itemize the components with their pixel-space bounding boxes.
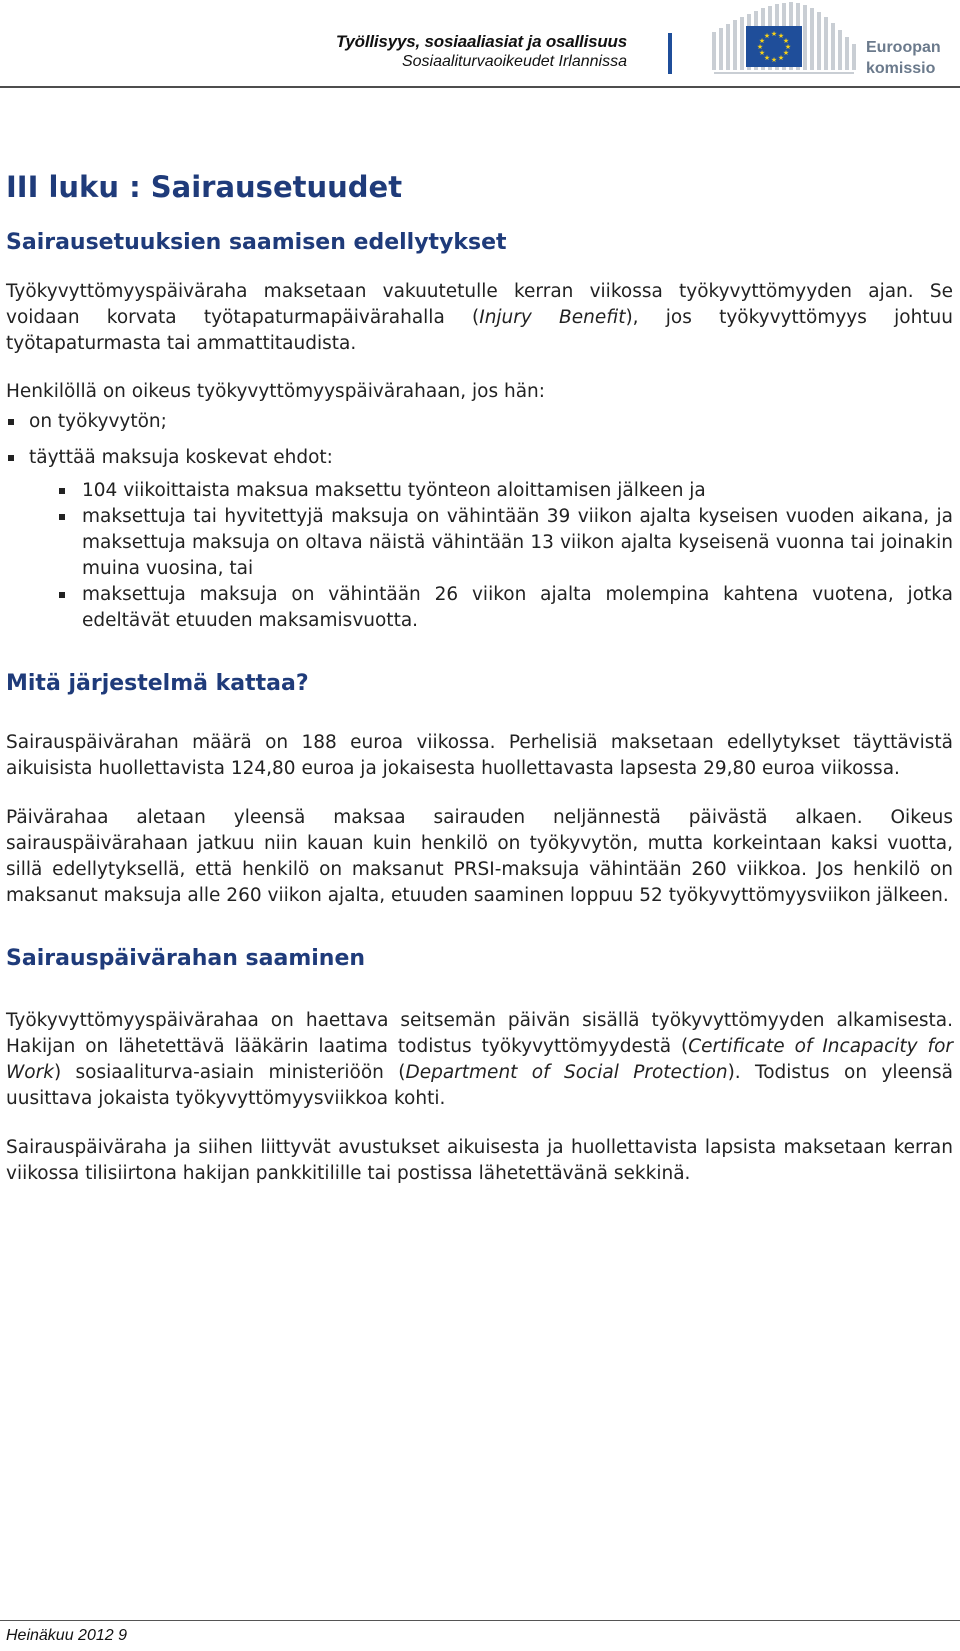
paragraph-benefit-amount: Sairauspäivärahan määrä on 188 euroa viikossa. Perhelisiä maksetaan edellytykset täyttävistä aikuisista huollettavista 124,80 euroa ja jokaisesta huollettavasta lapsesta 29,80 euroa viikossa.	[6, 732, 953, 779]
svg-text:★: ★	[756, 43, 764, 51]
list-item: maksettuja maksuja on vähintään 26 viikon ajalta molempina kahtena vuotena, jotka edeltävät etuuden maksamisvuotta.	[6, 582, 953, 634]
header-rule	[0, 86, 960, 88]
svg-text:★: ★	[784, 43, 792, 51]
svg-text:★: ★	[770, 30, 778, 38]
svg-text:★: ★	[763, 32, 771, 40]
page-header	[0, 0, 960, 88]
svg-text:★: ★	[770, 56, 778, 64]
list-item: 104 viikoittaista maksua maksettu työnteon aloittamisen jälkeen ja	[6, 478, 953, 504]
svg-text:★: ★	[758, 37, 766, 45]
term-injury-benefit: Injury Benefit	[479, 307, 626, 328]
logo-wordmark	[866, 37, 941, 79]
footer-rule	[0, 1620, 960, 1621]
section-heading-coverage: Mitä järjestelmä kattaa?	[6, 671, 309, 696]
page-number: 9	[118, 1627, 127, 1644]
svg-text:★: ★	[758, 49, 766, 57]
page-footer	[6, 1627, 127, 1645]
document-body	[6, 166, 953, 1187]
svg-text:★: ★	[782, 49, 790, 57]
entitlement-list	[6, 409, 953, 471]
header-subtitle: Sosiaaliturvaoikeudet Irlannissa	[401, 53, 627, 70]
term-department: Department of Social Protection	[405, 1062, 728, 1083]
footer-date: Heinäkuu 2012	[6, 1627, 114, 1644]
list-item: on työkyvytön;	[6, 409, 953, 435]
svg-text:★: ★	[777, 32, 785, 40]
paragraph-benefit-duration: Päivärahaa aletaan yleensä maksaa sairauden neljännestä päivästä alkaen. Oikeus sairauspäivärahaan jatkuu niin kauan kuin henkilö on työkyvytön, mutta korkeintaan kaksi vuotta, sillä edellytyksellä, että henkilö on maksanut PRSI-maksuja vähintään 260 viikkoa. Jos henkilö on maksanut maksuja alle 260 viikon ajalta, etuuden saaminen loppuu 52 työkyvyttömyysviikon jälkeen.	[6, 807, 953, 906]
section-heading-claiming: Sairauspäivärahan saaminen	[6, 946, 366, 971]
list-item: maksettuja tai hyvitettyjä maksuja on vähintään 39 viikon ajalta kyseisen vuoden aikana, ja maksettuja maksuja on oltava näistä vähintään 13 viikon ajalta kyseisenä vuonna tai joinakin muina vuosina, tai	[6, 504, 953, 582]
section-heading-conditions: Sairausetuuksien saamisen edellytykset	[6, 230, 507, 255]
paragraph-conditions-intro: Työkyvyttömyyspäiväraha maksetaan vakuutetulle kerran viikossa työkyvyttömyyden ajan. Se voidaan korvata työtapaturmapäivärahalla (Injury Benefit), jos työkyvyttömyys johtuu työtapaturmasta tai ammattitaudista.	[6, 281, 954, 354]
svg-text:★: ★	[763, 54, 771, 62]
logo-line-1: Euroopan	[866, 39, 941, 56]
term-certificate: Certificate of Incapacity for Work	[6, 1036, 953, 1083]
header-divider	[668, 33, 672, 74]
paragraph-payment: Sairauspäiväraha ja siihen liittyvät avustukset aikuisesta ja huollettavista lapsista maksetaan kerran viikossa tilisiirtona hakijan pankkitilille tai postissa lähetettävänä sekkinä.	[6, 1137, 953, 1184]
svg-text:★: ★	[782, 37, 790, 45]
paragraph-entitlement: Henkilöllä on oikeus työkyvyttömyyspäivärahaan, jos hän:	[6, 381, 546, 402]
paragraph-claiming: Työkyvyttömyyspäivärahaa on haettava seitsemän päivän sisällä työkyvyttömyyden alkamisesta. Hakijan on lähetettävä lääkärin laatima todistus työkyvyttömyydestä (Certificate of Incapacity for Work) sosiaaliturva-asiain ministeriöön (Department of Social Protection). Todistus on yleensä uusittava jokaista työkyvyttömyysviikkoa kohti.	[6, 1010, 953, 1109]
contribution-conditions-list	[6, 478, 953, 634]
list-item: täyttää maksuja koskevat ehdot:	[6, 445, 953, 471]
logo-line-2: komissio	[866, 60, 936, 77]
header-title: Työllisyys, sosiaaliasiat ja osallisuus	[335, 32, 627, 51]
chapter-title: III luku : Sairausetuudet	[6, 170, 403, 204]
svg-text:★: ★	[777, 54, 785, 62]
